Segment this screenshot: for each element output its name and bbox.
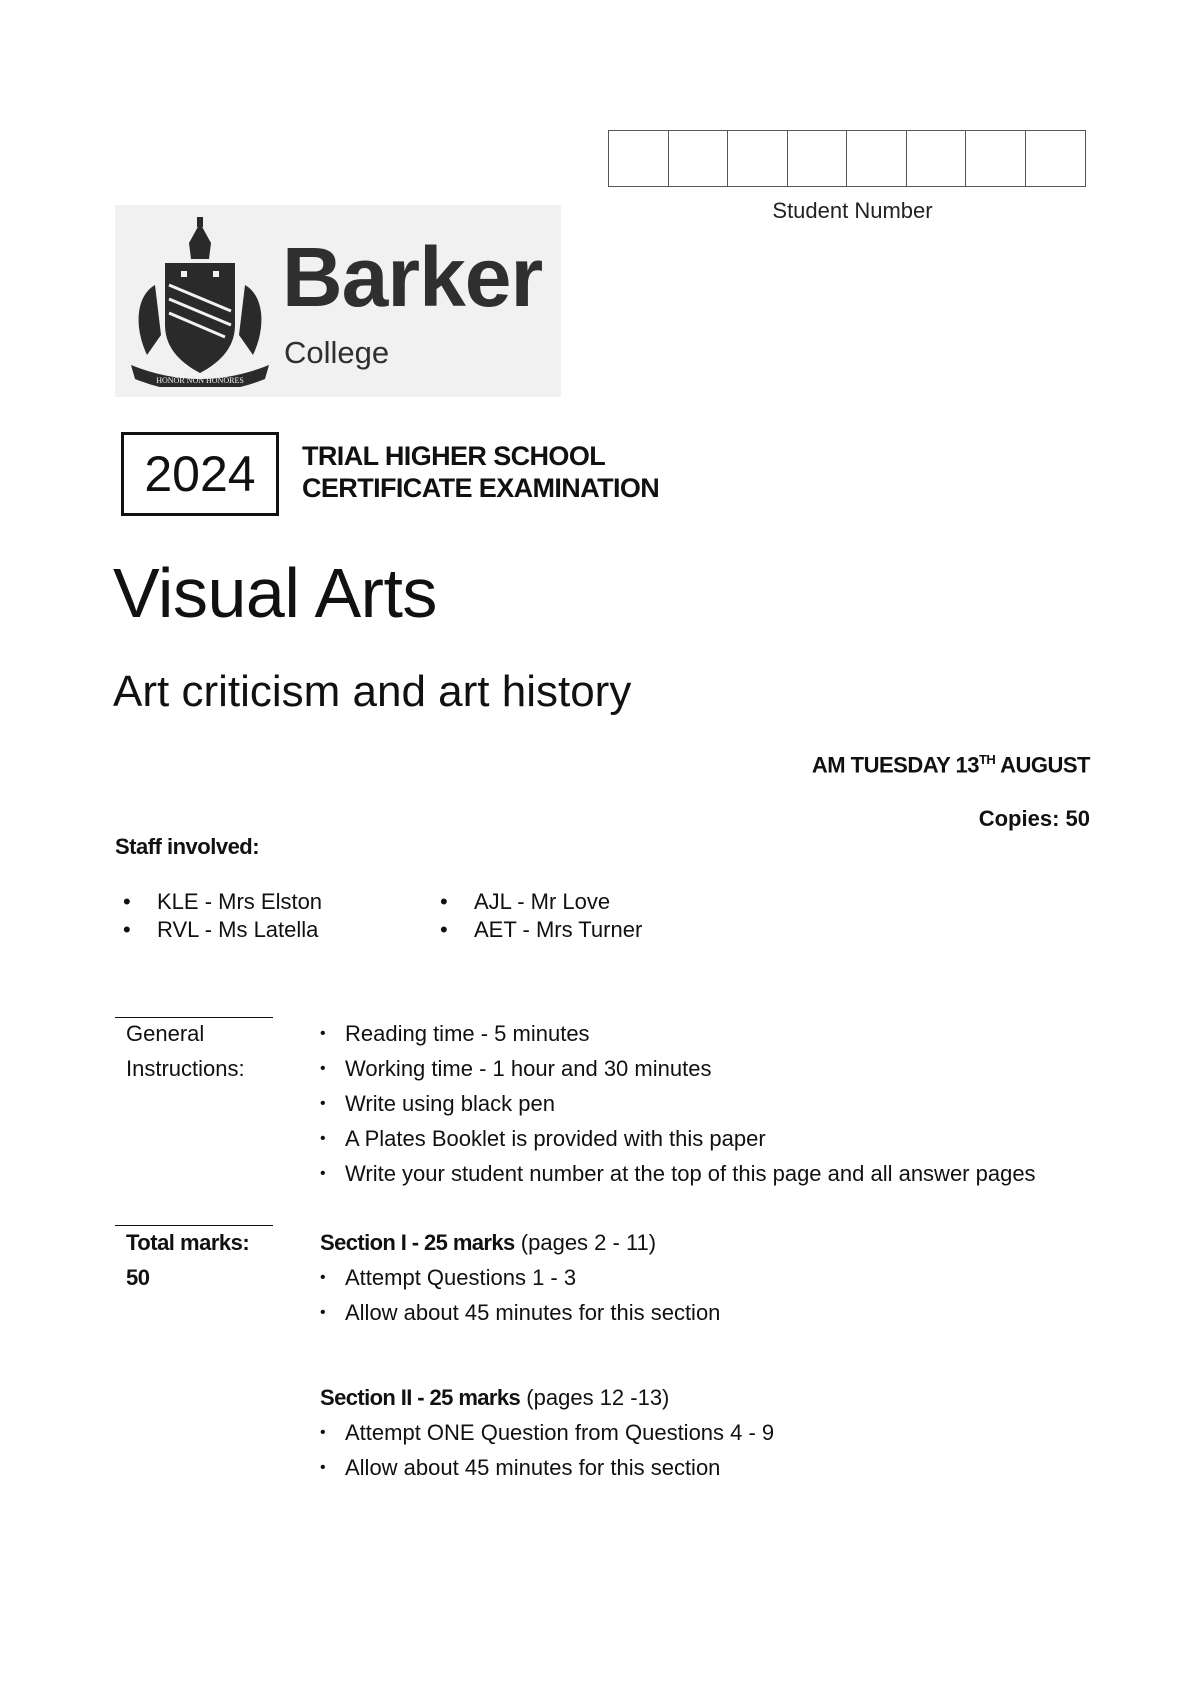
student-number-digit-box[interactable]: [1026, 131, 1086, 186]
student-number-digit-box[interactable]: [728, 131, 788, 186]
list-item: • Write using black pen: [320, 1086, 1036, 1121]
logo-subwordmark: College: [284, 335, 390, 370]
exam-date: AM TUESDAY 13TH AUGUST: [811, 752, 1090, 778]
student-number-digit-box[interactable]: [847, 131, 907, 186]
student-number-boxes[interactable]: [608, 130, 1086, 187]
list-item: • KLE - Mrs Elston: [113, 888, 322, 916]
section-1-heading: Section I - 25 marks (pages 2 - 11): [320, 1230, 657, 1255]
exam-title-line-2: CERTIFICATE EXAMINATION: [302, 473, 660, 503]
logo-wordmark: Barker: [282, 230, 543, 324]
section-2-heading: Section II - 25 marks (pages 12 -13): [320, 1385, 670, 1410]
list-item: • Working time - 1 hour and 30 minutes: [320, 1051, 1036, 1086]
list-item: • Write your student number at the top of this page and all answer pages: [320, 1156, 1036, 1191]
staff-list-right: [430, 888, 642, 944]
list-item: • Allow about 45 minutes for this section: [320, 1295, 720, 1330]
exam-year: 2024: [121, 432, 279, 516]
total-marks-label: Total marks: 50: [126, 1230, 250, 1290]
section-1-list: [320, 1260, 720, 1330]
list-item: • RVL - Ms Latella: [113, 916, 322, 944]
student-number-digit-box[interactable]: [609, 131, 669, 186]
list-item: • Reading time - 5 minutes: [320, 1016, 1036, 1051]
staff-list-left: [113, 888, 322, 944]
list-item: • Attempt ONE Question from Questions 4 - 9: [320, 1415, 774, 1450]
general-instructions-list: [320, 1016, 1036, 1191]
student-number-digit-box[interactable]: [788, 131, 848, 186]
exam-title-line-1: TRIAL HIGHER SCHOOL: [302, 441, 606, 471]
list-item: • Attempt Questions 1 - 3: [320, 1260, 720, 1295]
student-number-digit-box[interactable]: [966, 131, 1026, 186]
exam-title: [302, 440, 659, 504]
list-item: • AET - Mrs Turner: [430, 916, 642, 944]
student-number-digit-box[interactable]: [669, 131, 729, 186]
list-item: • Allow about 45 minutes for this section: [320, 1450, 774, 1485]
general-instructions-label: General Instructions:: [126, 1021, 245, 1081]
student-number-digit-box[interactable]: [907, 131, 967, 186]
subject-title: Visual Arts: [113, 554, 437, 632]
school-logo: [115, 205, 561, 397]
copies-count: Copies: 50: [978, 806, 1090, 831]
section-2-list: [320, 1415, 774, 1485]
staff-heading: Staff involved:: [115, 834, 260, 859]
student-number-label: Student Number: [772, 198, 933, 223]
svg-text:HONOR NON HONORES: HONOR NON HONORES: [156, 376, 244, 385]
list-item: • A Plates Booklet is provided with this paper: [320, 1121, 1036, 1156]
list-item: • AJL - Mr Love: [430, 888, 642, 916]
crest-icon: [125, 215, 275, 387]
subject-subtitle: Art criticism and art history: [113, 667, 632, 716]
